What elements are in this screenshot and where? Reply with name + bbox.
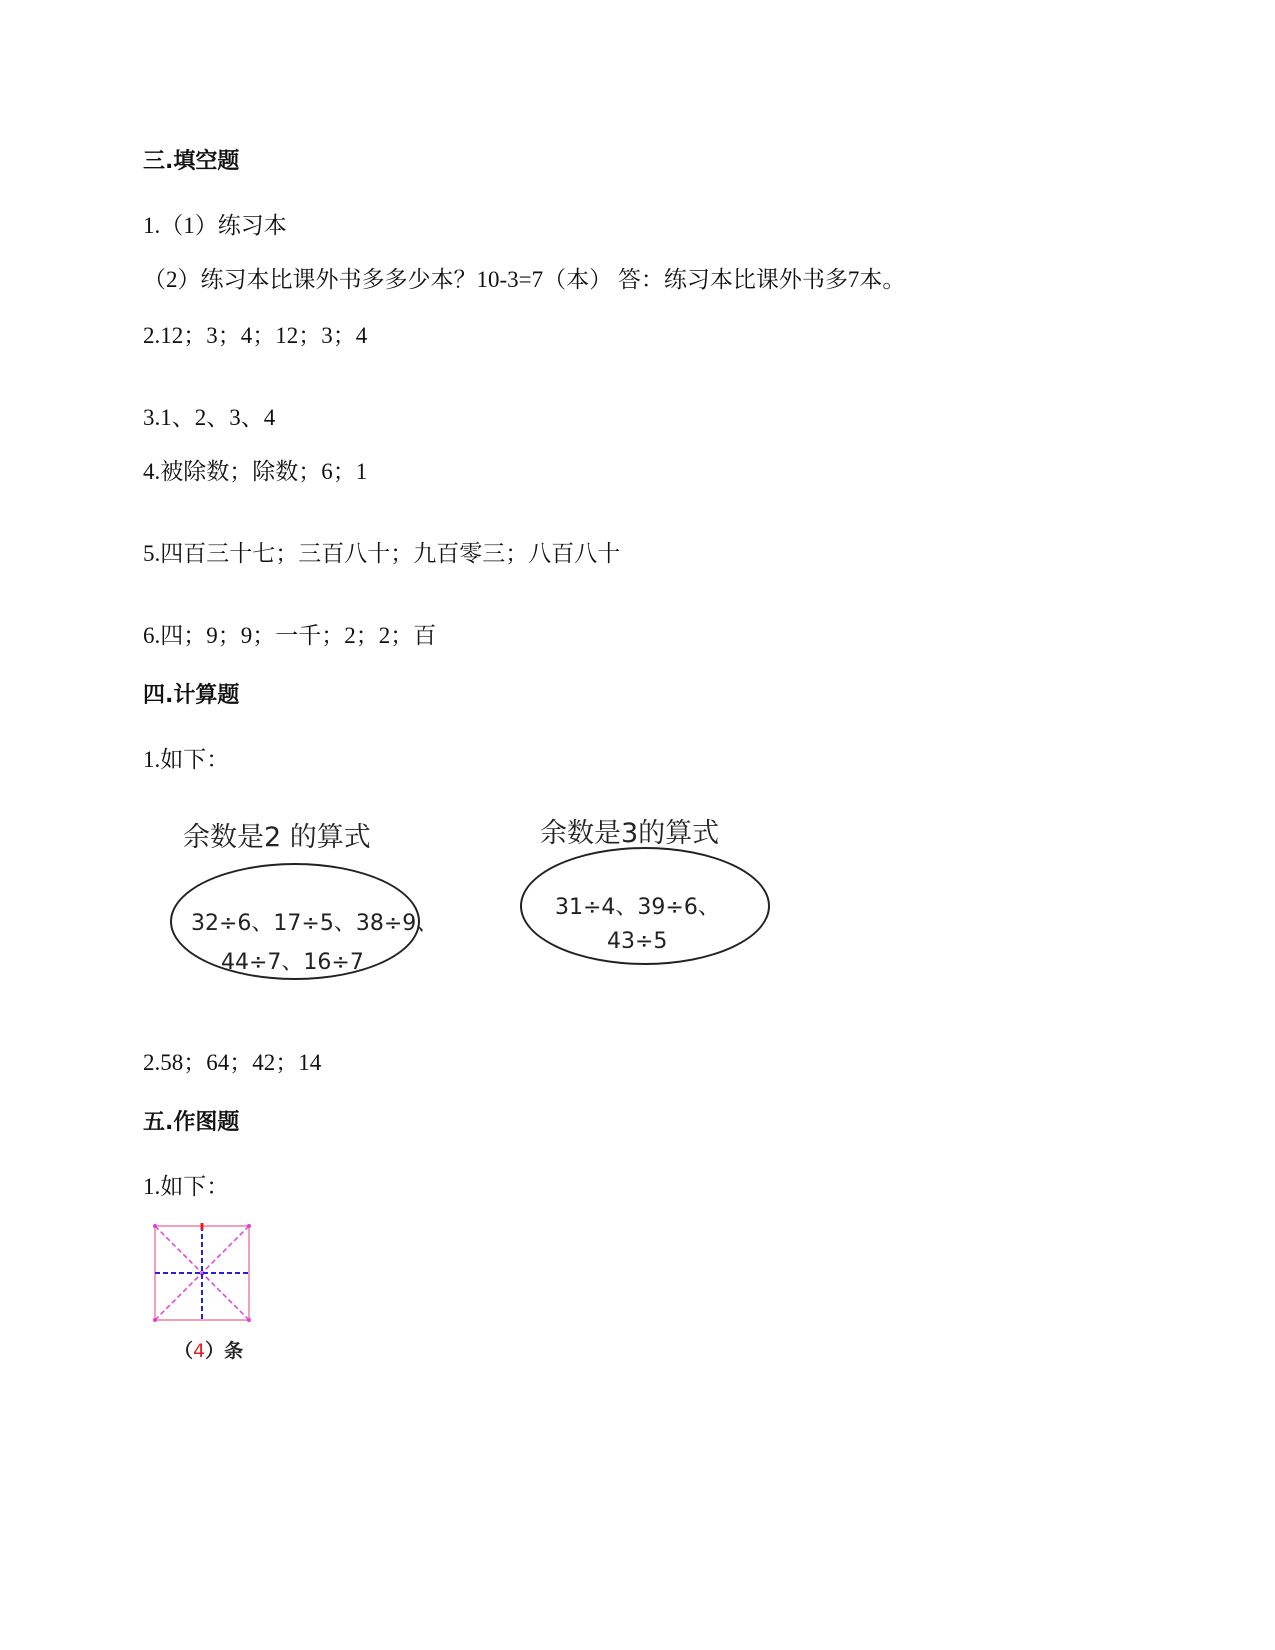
count-open-paren: （: [174, 1340, 194, 1362]
answer-line-2: 2.12；3；4；12；3；4: [143, 323, 368, 348]
corner-dot: [153, 1224, 157, 1228]
section-heading-calculation: 四.计算题: [143, 683, 240, 708]
remainder-2-title: 余数是2 的算式: [183, 822, 371, 853]
corner-dot: [153, 1318, 157, 1322]
corner-dot: [247, 1318, 251, 1322]
drawing-intro: 1.如下：: [143, 1174, 230, 1199]
remainder-3-line-1: 31÷4、39÷6、: [555, 895, 720, 920]
answer-line-1-1: 1.（1）练习本: [143, 213, 287, 238]
calc-answer-2: 2.58；64；42；14: [143, 1050, 322, 1075]
answer-line-5: 5.四百三十七；三百八十；九百零三；八百八十: [143, 541, 621, 566]
answer-line-4: 4.被除数；除数；6；1: [143, 459, 368, 484]
symmetry-axis-count: [174, 1336, 243, 1363]
remainder-2-line-2: 44÷7、16÷7: [221, 950, 364, 975]
count-number: 4: [193, 1340, 206, 1362]
section-heading-drawing: 五.作图题: [143, 1110, 240, 1135]
answer-line-3: 3.1、2、3、4: [143, 405, 276, 430]
remainder-2-line-1: 32÷6、17÷5、38÷9、: [191, 911, 439, 936]
answer-line-1-2: （2）练习本比课外书多多少本？10-3=7（本） 答：练习本比课外书多7本。: [143, 267, 906, 292]
corner-dot: [247, 1224, 251, 1228]
count-close-unit: ）条: [205, 1340, 244, 1362]
remainder-3-line-2: 43÷5: [607, 929, 668, 954]
calc-intro: 1.如下：: [143, 747, 230, 772]
answer-line-6: 6.四；9；9；一千；2；2；百: [143, 623, 437, 648]
remainder-3-title: 余数是3的算式: [540, 818, 720, 849]
section-heading-fill-blank: 三.填空题: [143, 149, 240, 174]
symmetry-square-figure: [152, 1222, 252, 1324]
